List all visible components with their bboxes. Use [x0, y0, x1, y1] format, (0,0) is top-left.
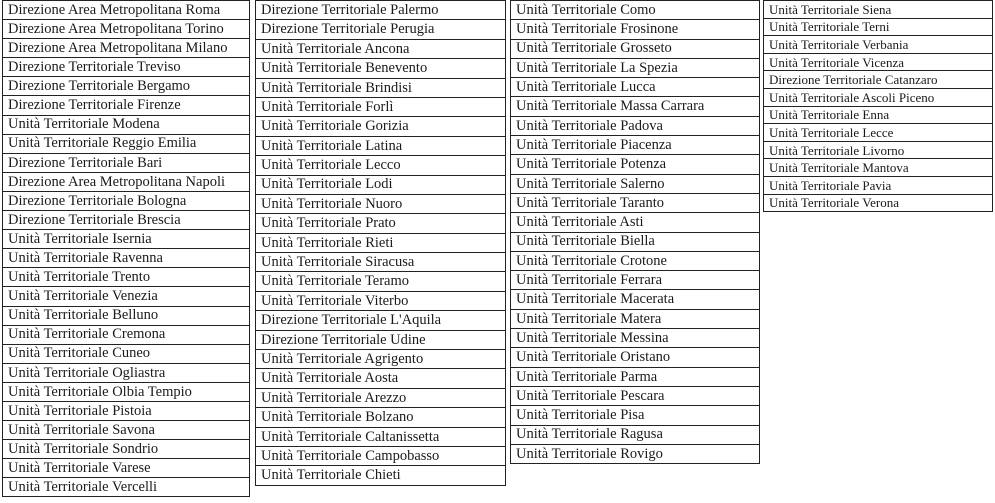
- office-entry: Unità Territoriale Brindisi: [256, 79, 505, 98]
- office-list-column-4: [763, 0, 993, 212]
- office-entry: Unità Territoriale Forlì: [256, 98, 505, 117]
- office-entry: Unità Territoriale Pistoia: [3, 402, 249, 421]
- office-entry: Unità Territoriale Frosinone: [511, 20, 759, 39]
- office-entry: Unità Territoriale Taranto: [511, 194, 759, 213]
- office-entry: Unità Territoriale Grosseto: [511, 40, 759, 59]
- office-entry: Unità Territoriale Crotone: [511, 252, 759, 271]
- office-list-column-3: [510, 0, 760, 464]
- office-entry: Unità Territoriale Gorizia: [256, 117, 505, 136]
- office-entry: Unità Territoriale Pisa: [511, 406, 759, 425]
- office-entry: Direzione Territoriale Firenze: [3, 96, 249, 115]
- office-entry: Unità Territoriale Siena: [764, 1, 992, 19]
- office-entry: Unità Territoriale Isernia: [3, 230, 249, 249]
- office-entry: Unità Territoriale Reggio Emilia: [3, 135, 249, 154]
- office-entry: Direzione Territoriale L'Aquila: [256, 311, 505, 330]
- office-entry: Unità Territoriale Trento: [3, 268, 249, 287]
- office-entry: Direzione Territoriale Perugia: [256, 20, 505, 39]
- office-entry: Unità Territoriale Salerno: [511, 175, 759, 194]
- office-entry: Unità Territoriale Padova: [511, 117, 759, 136]
- office-entry: Direzione Territoriale Brescia: [3, 211, 249, 230]
- office-entry: Unità Territoriale Ogliastra: [3, 364, 249, 383]
- office-entry: Unità Territoriale Caltanissetta: [256, 428, 505, 447]
- office-entry: Unità Territoriale Lecco: [256, 156, 505, 175]
- office-entry: Unità Territoriale Rovigo: [511, 445, 759, 464]
- office-entry: Unità Territoriale Enna: [764, 107, 992, 125]
- office-entry: Unità Territoriale Varese: [3, 459, 249, 478]
- office-entry: Unità Territoriale Ancona: [256, 40, 505, 59]
- office-entry: Unità Territoriale Vercelli: [3, 478, 249, 497]
- office-entry: Unità Territoriale Lucca: [511, 78, 759, 97]
- office-entry: Direzione Territoriale Bergamo: [3, 77, 249, 96]
- office-entry: Unità Territoriale Ragusa: [511, 426, 759, 445]
- office-entry: Unità Territoriale Latina: [256, 137, 505, 156]
- office-entry: Direzione Territoriale Palermo: [256, 1, 505, 20]
- office-entry: Unità Territoriale Terni: [764, 19, 992, 37]
- office-entry: Unità Territoriale Cremona: [3, 326, 249, 345]
- office-list-column-1: [2, 0, 250, 497]
- office-entry: Unità Territoriale Aosta: [256, 369, 505, 388]
- office-entry: Unità Territoriale Lodi: [256, 176, 505, 195]
- office-entry: Unità Territoriale Nuoro: [256, 195, 505, 214]
- office-entry: Unità Territoriale Biella: [511, 233, 759, 252]
- office-entry: Direzione Area Metropolitana Roma: [3, 1, 249, 20]
- office-entry: Unità Territoriale Arezzo: [256, 389, 505, 408]
- office-entry: Unità Territoriale Livorno: [764, 142, 992, 160]
- office-entry: Unità Territoriale Ferrara: [511, 271, 759, 290]
- office-entry: Unità Territoriale Belluno: [3, 307, 249, 326]
- office-entry: Unità Territoriale Matera: [511, 310, 759, 329]
- office-entry: Direzione Area Metropolitana Napoli: [3, 173, 249, 192]
- office-entry: Unità Territoriale Prato: [256, 214, 505, 233]
- office-entry: Unità Territoriale Parma: [511, 368, 759, 387]
- office-entry: Unità Territoriale Potenza: [511, 155, 759, 174]
- office-entry: Unità Territoriale Teramo: [256, 272, 505, 291]
- office-list-column-2: [255, 0, 506, 486]
- office-entry: Unità Territoriale Mantova: [764, 159, 992, 177]
- office-entry: Unità Territoriale Venezia: [3, 287, 249, 306]
- office-entry: Unità Territoriale Bolzano: [256, 408, 505, 427]
- office-entry: Unità Territoriale Lecce: [764, 124, 992, 142]
- office-entry: Direzione Area Metropolitana Milano: [3, 39, 249, 58]
- office-entry: Unità Territoriale Savona: [3, 421, 249, 440]
- office-entry: Unità Territoriale Ascoli Piceno: [764, 89, 992, 107]
- office-entry: Unità Territoriale Pescara: [511, 387, 759, 406]
- office-entry: Unità Territoriale Oristano: [511, 348, 759, 367]
- office-entry: Unità Territoriale Macerata: [511, 290, 759, 309]
- office-entry: Unità Territoriale Asti: [511, 213, 759, 232]
- office-entry: Unità Territoriale Verona: [764, 195, 992, 213]
- office-entry: Unità Territoriale Cuneo: [3, 345, 249, 364]
- office-entry: Unità Territoriale Ravenna: [3, 249, 249, 268]
- office-entry: Direzione Territoriale Catanzaro: [764, 71, 992, 89]
- office-entry: Unità Territoriale Agrigento: [256, 350, 505, 369]
- office-entry: Unità Territoriale Pavia: [764, 177, 992, 195]
- office-entry: Direzione Territoriale Bologna: [3, 192, 249, 211]
- office-entry: Direzione Territoriale Treviso: [3, 58, 249, 77]
- office-entry: Unità Territoriale Massa Carrara: [511, 97, 759, 116]
- office-entry: Unità Territoriale Como: [511, 1, 759, 20]
- office-entry: Unità Territoriale Olbia Tempio: [3, 383, 249, 402]
- office-entry: Unità Territoriale Benevento: [256, 59, 505, 78]
- office-entry: Unità Territoriale Chieti: [256, 466, 505, 485]
- office-entry: Unità Territoriale Rieti: [256, 234, 505, 253]
- office-entry: Direzione Area Metropolitana Torino: [3, 20, 249, 39]
- office-entry: Unità Territoriale La Spezia: [511, 59, 759, 78]
- office-entry: Direzione Territoriale Bari: [3, 154, 249, 173]
- office-entry: Unità Territoriale Messina: [511, 329, 759, 348]
- office-entry: Unità Territoriale Verbania: [764, 36, 992, 54]
- office-entry: Unità Territoriale Piacenza: [511, 136, 759, 155]
- office-entry: Direzione Territoriale Udine: [256, 331, 505, 350]
- office-entry: Unità Territoriale Viterbo: [256, 292, 505, 311]
- office-entry: Unità Territoriale Campobasso: [256, 447, 505, 466]
- office-entry: Unità Territoriale Modena: [3, 116, 249, 135]
- office-entry: Unità Territoriale Vicenza: [764, 54, 992, 72]
- office-entry: Unità Territoriale Sondrio: [3, 440, 249, 459]
- office-entry: Unità Territoriale Siracusa: [256, 253, 505, 272]
